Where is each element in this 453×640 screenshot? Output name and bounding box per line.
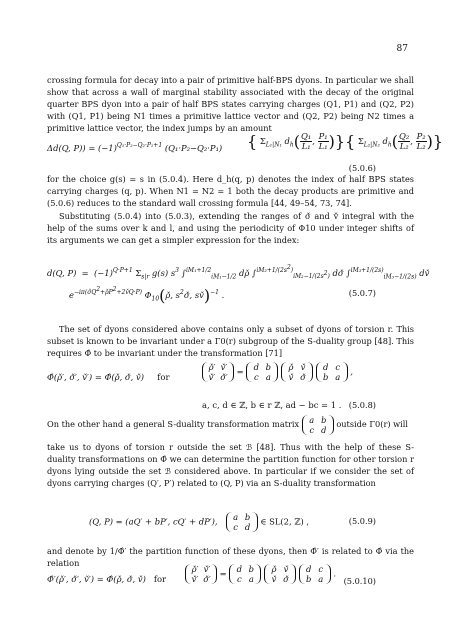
paragraph-5-start: On the other hand a general S-duality transformation matrix: [47, 419, 300, 429]
equation-number: (5.0.9): [348, 516, 376, 526]
for-word: for: [157, 372, 170, 382]
paragraph-7: and denote by 1/Φ̂′ the partition function of these dyons, then Φ̂′ is related to Φ̂ via the relation: [47, 546, 414, 569]
equation-number: (5.0.8): [348, 400, 376, 410]
equation-number: (5.0.10): [343, 576, 376, 586]
paragraph-4: The set of dyons considered above contains only a subset of dyons of torsion r. This subset is known to be invariant under a Γ0(r) subgroup of the S-duality group [48]. This requires Φ̂ to be invariant under the transformation [71]: [47, 324, 414, 359]
equation-5-0-8: Φ̂(ρ̌′, σ̌′, v̌′) = Φ̂(ρ̌, σ̌, v̌) for ρ̌′ v̌′ v̌′ σ̌′ = d b c a ρ̌ v̌ v̌ σ̌ d c b a , a, c, d ∈ ℤ, b ∈ r ℤ, ad − bc = 1 . (5.0.8): [47, 362, 376, 410]
equation-condition: a, c, d ∈ ℤ, b ∈ r ℤ, ad − bc = 1 .: [202, 400, 342, 410]
paragraph-5-end: outside Γ0(r) will: [336, 419, 409, 429]
sl2z-membership: ∈ SL(2, ℤ) ,: [260, 516, 310, 527]
equation-number: (5.0.6): [348, 163, 376, 173]
equation-5-0-6: Δd(Q, $P)) = (-1)^{Q_1\cdot P_2-Q_2\cdot P_1+1}$ (Q₁·P₂−Q₂·P₁) { $\Sigma_{L_1|N_1}$ $d_h$( $\frac{\text{Q₁}}{\text{L₁}}$ , $\frac{\text{P₁}}{\text{L₁}}$ )}{ $\Sigma_{L_2|N_2}$ $d_h$( $\frac{\text{Q₂}}{\text{L₂}}$ , $\frac{\text{P₂}}{\text{L₂}}$ )} (5.0.6): [47, 131, 444, 173]
page-number: 87: [396, 44, 408, 54]
paragraph-6: take us to dyons of torsion r outside the set ℬ [48]. Thus with the help of these S-duality transformations on Φ̂ we can determine the partition function for other torsion r dyons lying outside the set ℬ considered above. In particular if we consider the set of dyons carrying charges (Q′, P′) related to (Q, P) via an S-duality transformation: [47, 442, 414, 489]
paragraph-3: Substituting (5.0.4) into (5.0.3), extending the ranges of σ̌ and v̌ integral with the help of the sums over k and l, and using the periodicity of Φ10 under integer shifts of its arguments we can get a simpler expression for the index:: [47, 211, 414, 246]
equation-5-0-9: (Q, P) = (aQ′ + bP′, cQ′ + dP′), a b c d ∈ SL(2, ℤ) , (5.0.9): [89, 512, 376, 532]
paragraph-1: crossing formula for decay into a pair of primitive half-BPS dyons. In particular we shall show that across a wall of marginal stability associated with the decay of the original quarter BPS dyon into a pair of half BPS states carrying charges (Q1, P1) and (Q2, P2) with (Q1, P1) being N1 times a primitive lattice vector and (Q2, P2) being N2 times a primitive lattice vector, the index jumps by an amount: [47, 75, 414, 134]
equation-5-0-7: d(Q, $P) = (-1)^{Q\cdot P+1}$ $\Sigma_{s|r}$ g(s) $s^3$ ∫$^{iM_1+1/2}_{iM_1-1/2}$ dρ̌ ∫$^{iM_2+1/(2s^2)}_{iM_2-1/(2s^2)}$ dσ̌ ∫$^{iM_3+1/(2s)}_{iM_3-1/(2s)}$ dv̌ $e^{-i\pi(\sigmǎQ^2+\rhǒP^2+2v̌Q\cdot P)}$ $\Phi_{10}(\rhǒ$, $s^2\sigmǎ$, sv̌)$^{-1}$ . (5.0.7): [47, 264, 430, 305]
for-word: for: [153, 574, 167, 584]
paragraph-2: for the choice g(s) = s in (5.0.4). Here d_h(q, p) denotes the index of half BPS states carrying charges (q, p). When N1 = N2 = 1 both the decay products are primitive and (5.0.6) reduces to the standard wall crossing formula [44, 49–54, 73, 74].: [47, 174, 414, 209]
equation-number: (5.0.7): [348, 288, 376, 298]
paragraph-5: On the other hand a general S-duality transformation matrix a b c d outside Γ0(r) will: [47, 415, 409, 435]
equation-5-0-10: Φ̂′(ρ̌′, σ̌′, v̌′) = Φ̂(ρ̌, σ̌, v̌) for ρ̌′ v̌′ v̌′ σ̌′ = d b c a ρ̌ v̌ v̌ σ̌ d c b a . (5.0.10): [47, 564, 376, 586]
